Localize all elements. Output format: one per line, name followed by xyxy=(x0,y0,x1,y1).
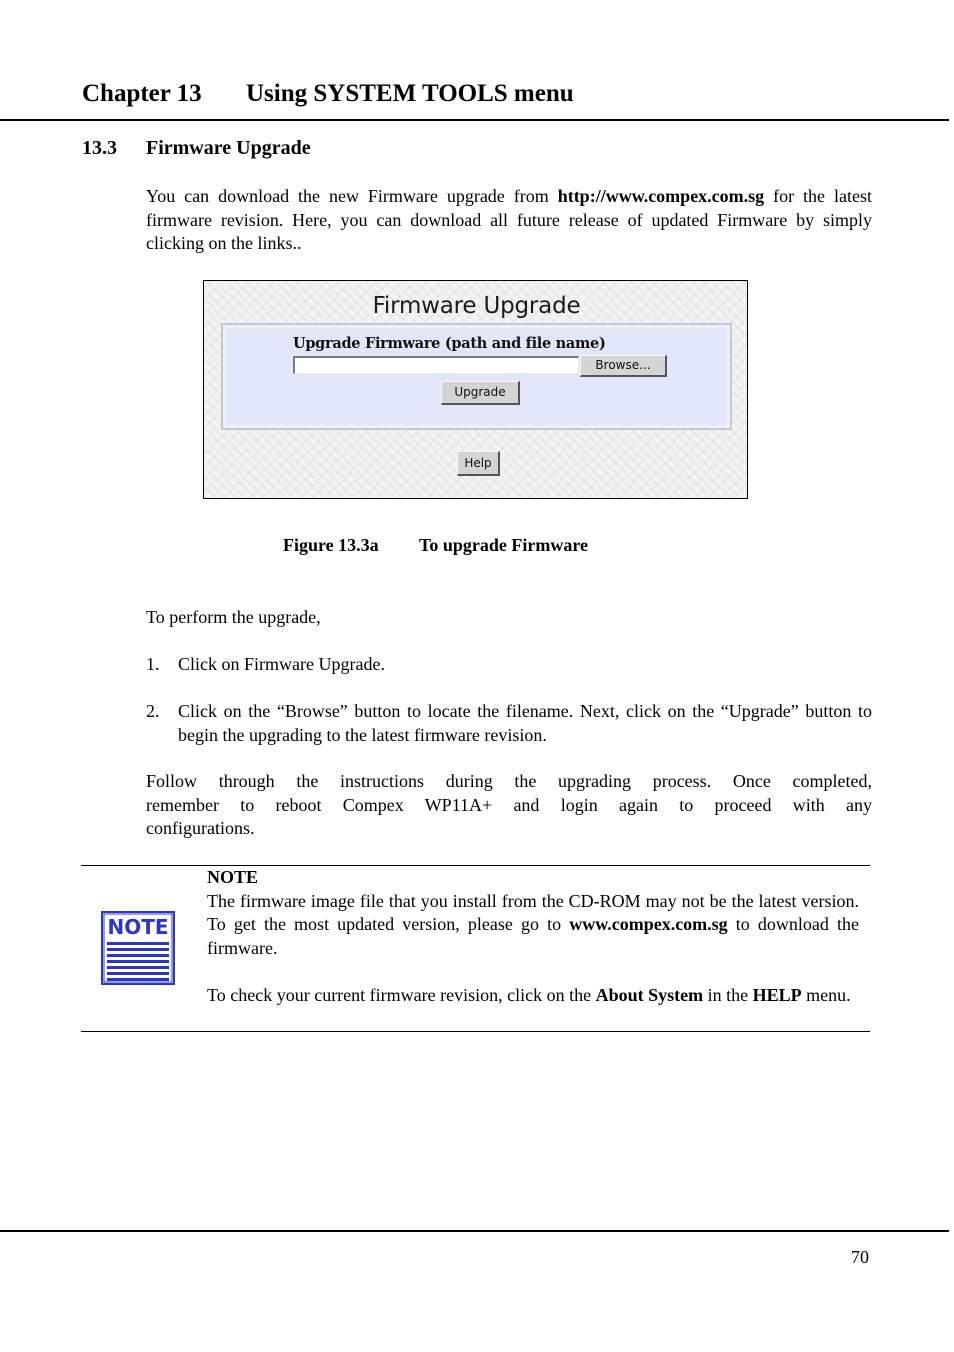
step-number: 2. xyxy=(146,701,160,721)
chapter-number: Chapter 13 xyxy=(82,80,202,107)
follow-paragraph xyxy=(146,770,872,841)
chapter-name: Using SYSTEM TOOLS menu xyxy=(246,80,574,107)
section-number: 13.3 xyxy=(82,137,117,159)
upgrade-field-label: Upgrade Firmware (path and file name) xyxy=(293,335,606,352)
chapter-title xyxy=(82,80,574,108)
note-text: The firmware image file that you install from the CD-ROM may not be the latest version. To get the most updated version, please go to xyxy=(207,890,859,934)
list-item xyxy=(146,653,385,677)
footer-rule xyxy=(0,1230,949,1232)
note-text-2: To check your current firmware revision, click on the xyxy=(207,984,596,1005)
browse-button[interactable]: Browse... xyxy=(580,355,667,377)
list-item xyxy=(146,700,872,747)
note-content xyxy=(207,866,859,1007)
note-text-end: to download the firmware. xyxy=(207,914,860,958)
follow-line-1: Follow through the instructions during the upgrading process. Once completed, xyxy=(146,771,872,791)
note-icon-label: NOTE xyxy=(107,915,169,939)
step-text: Click on Firmware Upgrade. xyxy=(178,654,385,674)
note-bottom-rule xyxy=(81,1031,870,1032)
intro-paragraph xyxy=(146,185,872,256)
firmware-upgrade-screenshot xyxy=(203,280,748,499)
follow-line-3: configurations. xyxy=(146,818,255,838)
follow-line-2: remember to reboot Compex WP11A+ and login again to proceed with any xyxy=(146,794,872,815)
upgrade-button[interactable]: Upgrade xyxy=(441,381,520,405)
note-text-3: in the xyxy=(703,984,753,1005)
section-heading xyxy=(82,137,311,160)
header-rule xyxy=(0,119,949,121)
firmware-path-input[interactable] xyxy=(293,356,579,374)
page-number: 70 xyxy=(851,1247,869,1267)
procedure-intro: To perform the upgrade, xyxy=(146,607,321,627)
note-icon xyxy=(101,911,175,985)
intro-text-end: for the latest firmware revision. Here, you can download all future release of updated Firmware by simply clicking on the links.. xyxy=(146,186,872,253)
note-text-4: menu. xyxy=(801,984,851,1005)
figure-caption-text: To upgrade Firmware xyxy=(419,535,588,555)
help-button[interactable]: Help xyxy=(457,451,500,476)
firmware-upgrade-title: Firmware Upgrade xyxy=(372,293,581,319)
figure-caption xyxy=(283,535,588,556)
step-number: 1. xyxy=(146,654,160,674)
note-paragraph-2 xyxy=(207,984,859,1008)
figure-number: Figure 13.3a xyxy=(283,535,379,555)
upgrade-form-panel xyxy=(221,323,732,430)
download-url: http://www.compex.com.sg xyxy=(557,186,765,206)
note-about-system: About System xyxy=(595,984,704,1005)
step-text: Click on the “Browse” button to locate the filename. Next, click on the “Upgrade” button to begin the upgrading to the latest firmware revision. xyxy=(178,701,872,745)
note-heading: NOTE xyxy=(207,867,259,887)
note-help-menu: HELP xyxy=(752,984,802,1005)
note-link: www.compex.com.sg xyxy=(569,914,728,934)
intro-text: You can download the new Firmware upgrade from xyxy=(146,186,558,206)
section-title: Firmware Upgrade xyxy=(146,137,311,159)
note-paragraph-1 xyxy=(207,890,859,961)
